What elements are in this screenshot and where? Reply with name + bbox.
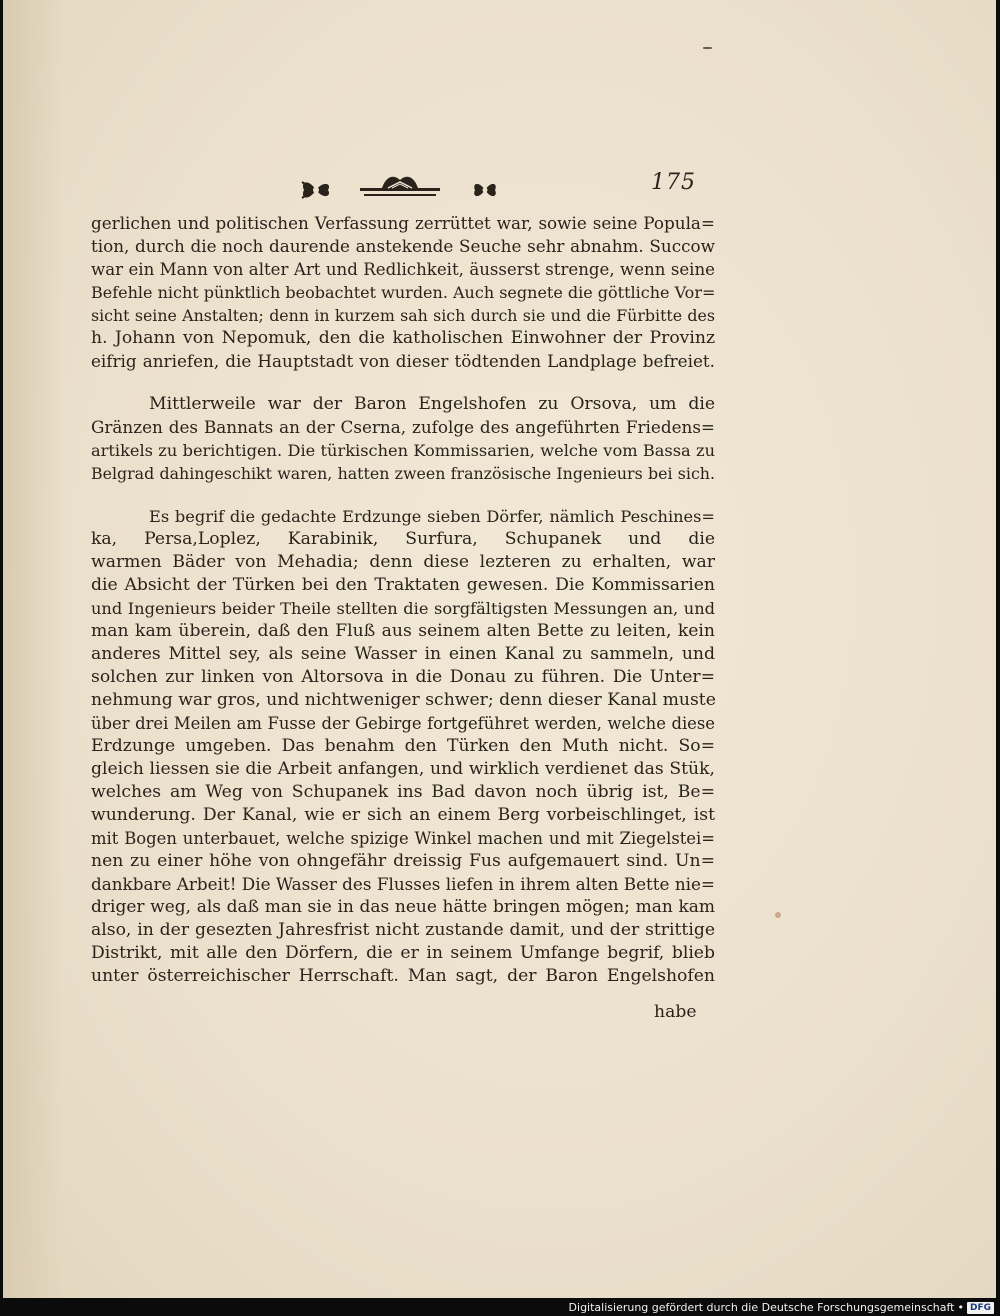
text-line: wunderung. Der Kanal, wie er sich an einem Berg vorbeischlinget, ist [91, 805, 715, 825]
page-header [298, 170, 696, 210]
text-line: warmen Bäder von Mehadia; denn diese lezteren zu erhalten, war [91, 552, 715, 572]
paragraph-1 [91, 212, 715, 373]
text-line: gleich liessen sie die Arbeit anfangen, und wirklich verdienet das Stük, [91, 759, 715, 779]
text-line: nen zu einer höhe von ohngefähr dreissig Fus aufgemauert sind. Un= [91, 851, 715, 871]
text-line: tion, durch die noch daurende anstekende Seuche sehr abnahm. Succow [91, 236, 715, 256]
dfg-logo: DFG [967, 1302, 994, 1314]
paper-mark [703, 47, 712, 49]
text-line: Es begrif die gedachte Erdzunge sieben Dörfer, nämlich Peschines= [149, 507, 715, 526]
credit-separator: • [957, 1301, 964, 1314]
text-line: anderes Mittel sey, als seine Wasser in einen Kanal zu sammeln, und [91, 644, 715, 664]
catchword: habe [654, 1002, 697, 1022]
text-line: Befehle nicht pünktlich beobachtet wurden. Auch segnete die göttliche Vor= [91, 283, 716, 302]
text-line: welches am Weg von Schupanek ins Bad davon noch übrig ist, Be= [91, 782, 715, 802]
fleuron-center-icon [360, 174, 440, 204]
text-line: eifrig anriefen, die Hauptstadt von dieser tödtenden Landplage befreiet. [91, 351, 715, 371]
text-line: und Ingenieurs beider Theile stellten die sorgfältigsten Messungen an, und [91, 599, 715, 618]
text-line: Erdzunge umgeben. Das benahm den Türken den Muth nicht. So= [91, 736, 715, 756]
text-line: also, in der gesezten Jahresfrist nicht zustande damit, und der strittige [91, 920, 715, 940]
text-line: ka, Persa,Loplez, Karabinik, Surfura, Schupanek und die [91, 529, 715, 549]
text-line: mit Bogen unterbauet, welche spizige Winkel machen und mit Ziegelstei= [91, 829, 715, 848]
text-line: driger weg, als daß man sie in das neue hätte bringen mögen; man kam [91, 897, 715, 917]
text-line: dankbare Arbeit! Die Wasser des Flusses liefen in ihrem alten Bette nie= [91, 874, 715, 894]
page-number: 175 [651, 170, 696, 195]
text-line: artikels zu berichtigen. Die türkischen Kommissarien, welche vom Bassa zu [91, 441, 715, 460]
text-line: Distrikt, mit alle den Dörfern, die er in seinem Umfange begrif, blieb [91, 943, 715, 963]
digitization-credit [569, 1300, 994, 1315]
book-page [3, 0, 996, 1298]
paragraph-3 [91, 505, 715, 988]
text-line: sicht seine Anstalten; denn in kurzem sah sich durch sie und die Fürbitte des [91, 306, 715, 325]
text-line: nehmung war gros, und nichtweniger schwer; denn dieser Kanal muste [91, 690, 716, 710]
page-gutter-shadow [3, 0, 63, 1298]
text-line: Gränzen des Bannats an der Cserna, zufolge des angeführten Friedens= [91, 417, 715, 437]
text-line: Belgrad dahingeschikt waren, hatten zween französische Ingenieurs bei sich. [91, 464, 715, 483]
text-line: h. Johann von Nepomuk, den die katholischen Einwohner der Provinz [91, 328, 715, 348]
paragraph-2 [91, 393, 715, 485]
text-line: solchen zur linken von Altorsova in die Donau zu führen. Die Unter= [91, 667, 715, 687]
credit-text: Digitalisierung gefördert durch die Deutsche Forschungsgemeinschaft [568, 1301, 955, 1314]
text-line: Mittlerweile war der Baron Engelshofen zu Orsova, um die [149, 394, 715, 414]
text-line: gerlichen und politischen Verfassung zerrüttet war, sowie seine Popula= [91, 213, 715, 233]
body-text [91, 212, 715, 1008]
text-line: war ein Mann von alter Art und Redlichkeit, äusserst strenge, wenn seine [91, 260, 715, 279]
text-line: man kam überein, daß den Fluß aus seinem alten Bette zu leiten, kein [91, 621, 715, 641]
text-line: über drei Meilen am Fusse der Gebirge fortgeführet werden, welche diese [91, 714, 715, 733]
text-line: die Absicht der Türken bei den Traktaten gewesen. Die Kommissarien [91, 575, 715, 595]
text-line: unter österreichischer Herrschaft. Man sagt, der Baron Engelshofen [91, 966, 715, 986]
paper-stain [775, 912, 781, 918]
fleuron-right-icon [470, 176, 500, 204]
fleuron-left-icon [298, 176, 334, 204]
